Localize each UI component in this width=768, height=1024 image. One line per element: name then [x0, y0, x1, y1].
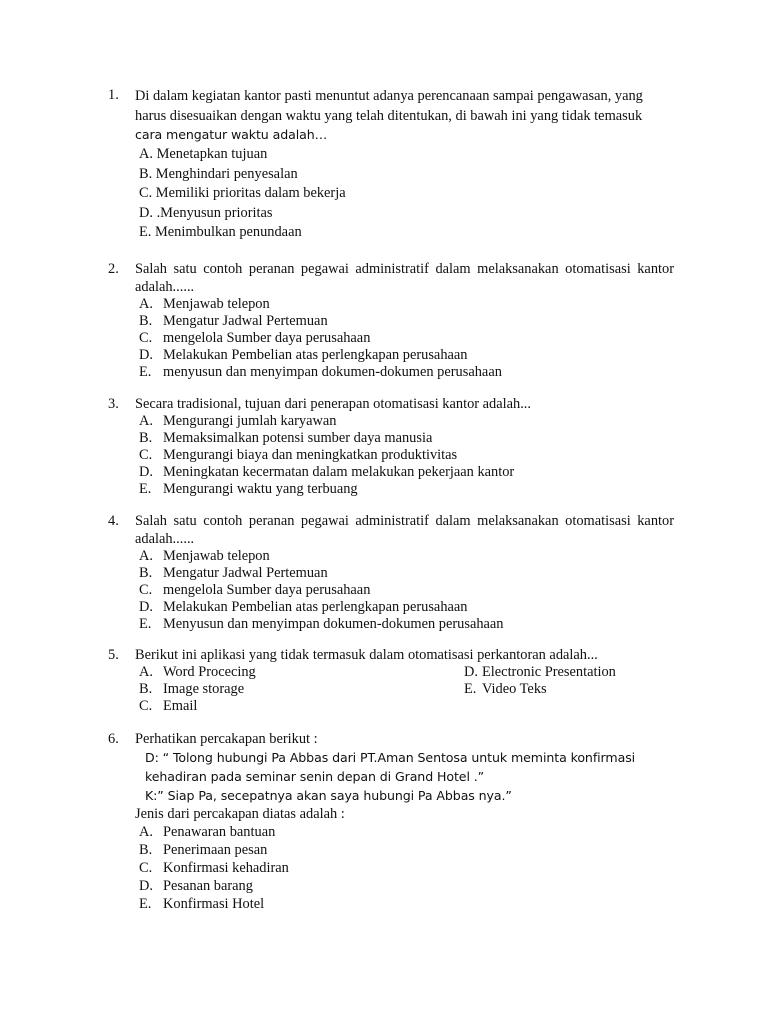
question-number: 3.: [108, 396, 119, 412]
option[interactable]: [464, 681, 684, 698]
option[interactable]: D. .Menyusun prioritas: [139, 204, 273, 221]
options-list: [139, 823, 674, 913]
option-text: Melakukan Pembelian atas perlengkapan perusahaan: [163, 347, 468, 363]
option[interactable]: [139, 664, 464, 681]
question-number: 1.: [108, 87, 119, 103]
option-letter: B.: [139, 430, 153, 446]
option[interactable]: [139, 296, 674, 313]
option[interactable]: [139, 481, 674, 498]
question-text: Secara tradisional, tujuan dari penerapan otomatisasi kantor adalah...: [135, 396, 531, 412]
question-number: 2.: [108, 261, 119, 277]
option[interactable]: [139, 859, 674, 877]
options-grid: [139, 664, 674, 715]
option-text: Mengurangi waktu yang terbuang: [163, 481, 358, 497]
option-text: Mengurangi biaya dan meningkatkan produktivitas: [163, 447, 458, 463]
option-letter: A.: [139, 824, 153, 840]
option[interactable]: [464, 664, 684, 681]
options-list: [139, 413, 674, 498]
option-letter: A.: [139, 548, 153, 564]
option-letter: C.: [139, 582, 153, 598]
option-text: mengelola Sumber daya perusahaan: [163, 330, 371, 346]
option-text: Melakukan Pembelian atas perlengkapan perusahaan: [163, 599, 468, 615]
question-text: Salah satu contoh peranan pegawai administratif dalam melaksanakan otomatisasi kantor adalah......: [135, 513, 674, 547]
option-text: Mengatur Jadwal Pertemuan: [163, 565, 328, 581]
option-text: Image storage: [163, 681, 245, 697]
option-text: Konfirmasi kehadiran: [163, 860, 289, 876]
option[interactable]: [139, 364, 674, 381]
question-number: 6.: [108, 731, 119, 747]
option-text: Memaksimalkan potensi sumber daya manusia: [163, 430, 433, 446]
dialog-line-d: D: “ Tolong hubungi Pa Abbas dari PT.Aman Sentosa untuk meminta konfirmasi kehadiran pada seminar senin depan di Grand Hotel .”: [145, 750, 636, 784]
option[interactable]: [139, 681, 464, 698]
option[interactable]: B. Menghindari penyesalan: [139, 165, 298, 182]
question-6: [108, 730, 674, 913]
option[interactable]: [139, 464, 674, 481]
question-text: Perhatikan percakapan berikut :: [135, 731, 318, 747]
option-letter: B.: [139, 842, 153, 858]
option-letter: B.: [139, 313, 153, 329]
option[interactable]: [139, 347, 674, 364]
option-letter: C.: [139, 447, 153, 463]
option-text: Menjawab telepon: [163, 296, 270, 312]
option-letter: C.: [139, 698, 153, 714]
question-text: Salah satu contoh peranan pegawai administratif dalam melaksanakan otomatisasi kantor adalah......: [135, 261, 674, 295]
option[interactable]: [139, 599, 674, 616]
dialog-block: [145, 748, 674, 805]
option[interactable]: [139, 841, 674, 859]
option[interactable]: [139, 413, 674, 430]
option-letter: A.: [139, 296, 153, 312]
question-number: 4.: [108, 513, 119, 529]
options-list: [139, 145, 674, 243]
options-list: [139, 548, 674, 633]
option-text: Menjawab telepon: [163, 548, 270, 564]
option[interactable]: [139, 548, 674, 565]
option[interactable]: [139, 895, 674, 913]
option-letter: D.: [139, 464, 153, 480]
option-text: Pesanan barang: [163, 878, 253, 894]
option-text: menyusun dan menyimpan dokumen-dokumen perusahaan: [163, 364, 502, 380]
question-5: [108, 646, 674, 715]
option-text: Konfirmasi Hotel: [163, 896, 265, 912]
option-letter: C.: [139, 330, 153, 346]
option-text: Meningkatan kecermatan dalam melakukan pekerjaan kantor: [163, 464, 515, 480]
option[interactable]: [139, 447, 674, 464]
option-letter: B.: [139, 681, 153, 697]
option[interactable]: [139, 698, 464, 715]
option-letter: D.: [464, 664, 478, 680]
option-text: Penerimaan pesan: [163, 842, 268, 858]
option-letter: D.: [139, 347, 153, 363]
option-text: Video Teks: [482, 681, 547, 697]
option[interactable]: [139, 823, 674, 841]
option[interactable]: [139, 616, 674, 633]
option-text: Menyusun dan menyimpan dokumen-dokumen perusahaan: [163, 616, 504, 632]
option-letter: E.: [139, 364, 152, 380]
option[interactable]: [139, 330, 674, 347]
option-letter: B.: [139, 565, 153, 581]
option[interactable]: [139, 582, 674, 599]
option-letter: E.: [464, 681, 477, 697]
option[interactable]: C. Memiliki prioritas dalam bekerja: [139, 185, 346, 201]
options-list: [139, 296, 674, 381]
option-text: Mengurangi jumlah karyawan: [163, 413, 337, 429]
option-text: Email: [163, 698, 198, 714]
option-text: Word Procecing: [163, 664, 256, 680]
option[interactable]: [139, 877, 674, 895]
option-letter: D.: [139, 878, 153, 894]
option-letter: E.: [139, 896, 152, 912]
option-text: Electronic Presentation: [482, 664, 616, 680]
option-letter: E.: [139, 481, 152, 497]
question-text: Di dalam kegiatan kantor pasti menuntut adanya perencanaan sampai pengawasan, yang harus disesuaikan dengan waktu yang telah ditentukan, di bawah ini yang tidak temasuk: [135, 88, 643, 124]
option-letter: C.: [139, 860, 153, 876]
question-prompt: Jenis dari percakapan diatas adalah :: [135, 806, 345, 822]
question-text-continued: cara mengatur waktu adalah…: [135, 127, 328, 142]
question-number: 5.: [108, 647, 119, 663]
dialog-line-k: K:” Siap Pa, secepatnya akan saya hubungi Pa Abbas nya.”: [145, 788, 512, 803]
option-text: mengelola Sumber daya perusahaan: [163, 582, 371, 598]
option[interactable]: [139, 565, 674, 582]
option-text: Penawaran bantuan: [163, 824, 276, 840]
option-letter: A.: [139, 413, 153, 429]
option[interactable]: [139, 313, 674, 330]
question-text: Berikut ini aplikasi yang tidak termasuk dalam otomatisasi perkantoran adalah...: [135, 647, 598, 663]
option-letter: D.: [139, 599, 153, 615]
question-3: [108, 395, 674, 498]
question-1: [108, 86, 674, 243]
option-letter: A.: [139, 664, 153, 680]
option[interactable]: A. Menetapkan tujuan: [139, 146, 268, 162]
option-text: Mengatur Jadwal Pertemuan: [163, 313, 328, 329]
option-letter: E.: [139, 616, 152, 632]
question-4: [108, 512, 674, 633]
option[interactable]: [139, 430, 674, 447]
question-2: [108, 260, 674, 381]
option[interactable]: E. Menimbulkan penundaan: [139, 224, 302, 240]
